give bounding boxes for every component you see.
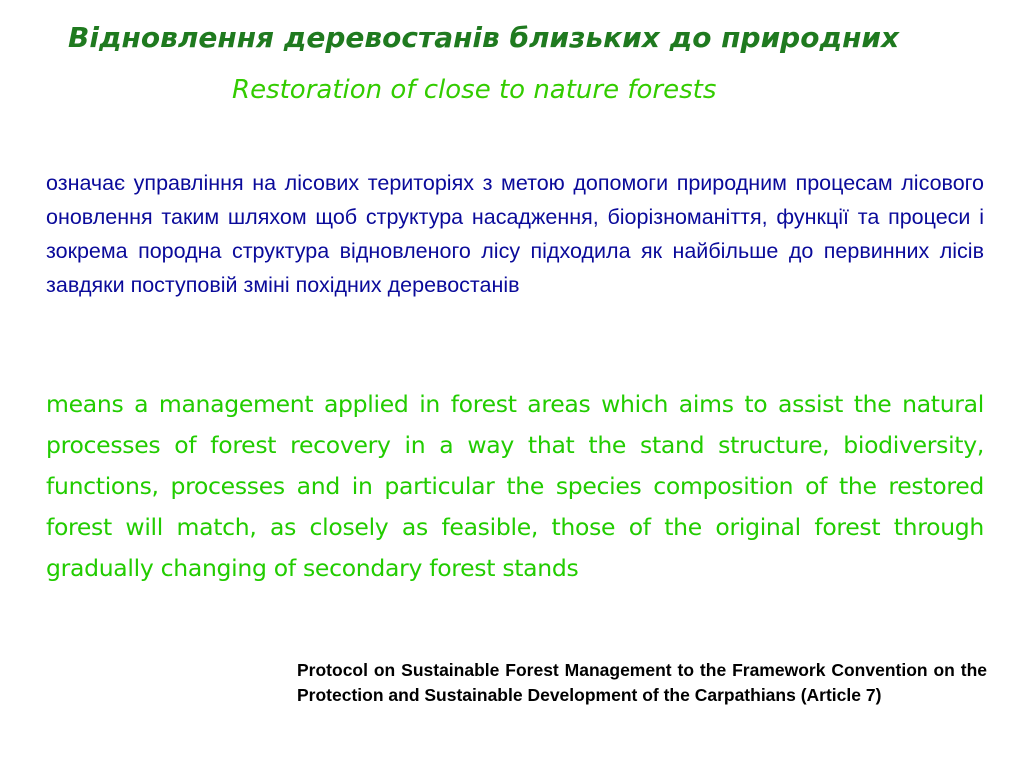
definition-ukrainian: означає управління на лісових територіях з метою допомоги природним процесам лісового оновлення таким шляхом щоб структура насадження, біорізноманіття, функції та процеси і зокрема породна структура відновленого лісу підходила як найбільше до первинних лісів завдяки поступовій зміні похідних деревостанів [46,171,984,297]
title-english: Restoration of close to nature forests [232,75,717,105]
title-ukrainian: Відновлення деревостанів близьких до природних [68,21,900,54]
definition-english: means a management applied in forest areas which aims to assist the natural processes of forest recovery in a way that the stand structure, biodiversity, functions, processes and in particular the species composition of the restored forest will match, as closely as feasible, those of the original forest through gradually changing of secondary forest stands [46,390,984,582]
source-citation: Protocol on Sustainable Forest Management to the Framework Convention on the Protection and Sustainable Development of the Carpathians (Article 7) [297,660,987,705]
